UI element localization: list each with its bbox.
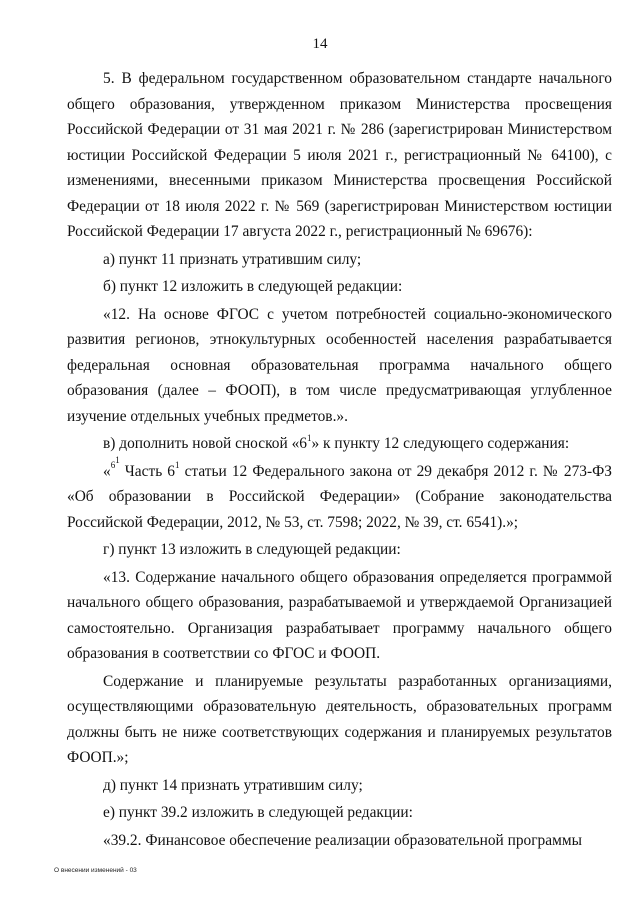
footnote-text [67,455,612,536]
quote-point-13-cont: Содержание и планируемые результаты разработанных организациями, осуществляющими образовательную деятельность, образовательных программ должны быть не ниже соответствующих содержания и планируемых результатов ФООП.»; [67,672,612,766]
item-v [67,431,612,457]
quote-point-12: «12. На основе ФГОС с учетом потребностей социально-экономического развития регионов, этнокультурных особенностей населения разрабатывается федеральная основная образовательная программа начального общего образования (далее – ФООП), в том числе предусматривающая углубленное изучение отдельных учебных предметов.». [67,305,612,425]
footnote-part-sup: 1 [175,460,180,471]
footnote-part: Часть 6 [119,462,175,480]
item-v-text: в) дополнить новой сноской «6 [103,435,307,452]
item-a: а) пункт 11 признать утратившим силу; [103,250,362,268]
footnote-open: « [103,462,111,480]
footnote-rest: статьи 12 Федерального закона от 29 декабря 2012 г. № 273-ФЗ «Об образовании в Российской Федерации» (Собрание законодательства Российской Федерации, 2012, № 53, ст. 7598; 2022, № 39, ст. 6541).»; [67,462,612,531]
item-b: б) пункт 12 изложить в следующей редакции: [103,278,403,295]
item-d: д) пункт 14 признать утратившим силу; [103,776,363,794]
quote-point-39-2: «39.2. Финансовое обеспечение реализации образовательной программы [103,831,582,849]
footnote-mark: 61 [110,455,120,471]
page-number: 14 [312,36,328,52]
footer-label: О внесении изменений - 03 [54,867,137,874]
document-body [67,66,612,853]
quote-point-13: «13. Содержание начального общего образования определяется программой начального общего образования, разрабатываемой и утверждаемой Организацией самостоятельно. Организация разрабатывает программу начального общего образования в соответствии со ФГОС и ФООП. [67,568,612,662]
item-v-sup: 1 [306,432,312,443]
item-e: е) пункт 39.2 изложить в следующей редакции: [103,804,413,821]
paragraph-5: 5. В федеральном государственном образовательном стандарте начального общего образования, утвержденном приказом Министерства просвещения Российской Федерации от 31 мая 2021 г. № 286 (зарегистрирован Министерством юстиции Российской Федерации 5 июля 2021 г., регистрационный № 64100), с изменениями, внесенными приказом Министерства просвещения Российской Федерации от 18 июля 2022 г. № 569 (зарегистрирован Министерством юстиции Российской Федерации 17 августа 2022 г., регистрационный № 69676): [67,70,612,240]
item-v-text-end: » к пункту 12 следующего содержания: [311,435,570,452]
item-g: г) пункт 13 изложить в следующей редакции: [103,541,401,558]
